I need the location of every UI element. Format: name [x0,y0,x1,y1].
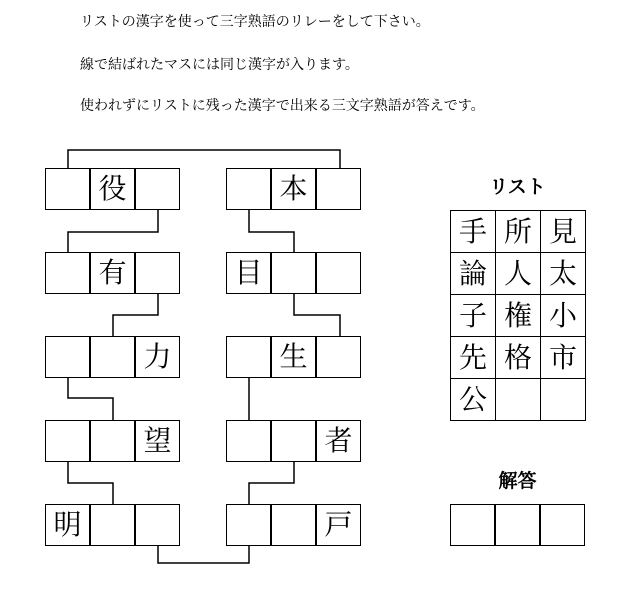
puzzle-cell[interactable] [226,420,271,462]
puzzle-cell[interactable] [135,504,180,546]
instruction-line-1: リストの漢字を使って三字熟語のリレーをして下さい。 [80,14,430,30]
kanji-list-grid [450,210,586,421]
connector-line [113,294,158,336]
puzzle-cell[interactable] [316,168,361,210]
left-word-row-1 [45,168,180,210]
puzzle-cell[interactable] [316,336,361,378]
answer-title: 解答 [498,470,537,492]
left-word-row-4 [45,420,180,462]
connector-line [68,150,340,168]
puzzle-cell[interactable]: 明 [45,504,90,546]
connector-line [68,378,113,420]
puzzle-cell[interactable] [45,336,90,378]
puzzle-cell[interactable]: 戸 [316,504,361,546]
list-cell[interactable]: 子 [451,295,496,337]
puzzle-cell[interactable] [90,336,135,378]
puzzle-cell[interactable] [45,252,90,294]
answer-cell[interactable] [495,504,540,546]
puzzle-cell[interactable]: 望 [135,420,180,462]
list-cell[interactable]: 手 [451,211,496,253]
instruction-line-2: 線で結ばれたマスには同じ漢字が入ります。 [80,57,359,73]
puzzle-cell[interactable]: 者 [316,420,361,462]
puzzle-cell[interactable] [135,252,180,294]
connector-line [68,462,113,504]
left-word-row-2 [45,252,180,294]
list-cell[interactable]: 市 [541,337,586,379]
puzzle-cell[interactable] [45,168,90,210]
left-word-row-3 [45,336,180,378]
puzzle-cell[interactable] [271,252,316,294]
connector-line [249,210,294,252]
puzzle-cell[interactable] [45,420,90,462]
list-cell[interactable]: 論 [451,253,496,295]
puzzle-cell[interactable]: 本 [271,168,316,210]
puzzle-cell[interactable] [226,336,271,378]
right-word-row-4 [226,420,361,462]
answer-row [450,504,585,546]
puzzle-cell[interactable] [226,504,271,546]
list-cell[interactable] [541,379,586,421]
list-cell[interactable]: 権 [496,295,541,337]
puzzle-cell[interactable]: 役 [90,168,135,210]
list-cell[interactable]: 人 [496,253,541,295]
puzzle-cell[interactable] [90,420,135,462]
list-cell[interactable] [496,379,541,421]
right-word-row-2 [226,252,361,294]
puzzle-cell[interactable]: 生 [271,336,316,378]
right-word-row-1 [226,168,361,210]
puzzle-cell[interactable]: 目 [226,252,271,294]
right-word-row-5 [226,504,361,546]
list-cell[interactable]: 格 [496,337,541,379]
instruction-line-3: 使われずにリストに残った漢字で出来る三文字熟語が答えです。 [80,98,485,114]
connector-line [249,462,294,504]
puzzle-cell[interactable] [271,504,316,546]
list-cell[interactable]: 太 [541,253,586,295]
list-cell[interactable]: 見 [541,211,586,253]
puzzle-cell[interactable] [316,252,361,294]
list-cell[interactable]: 所 [496,211,541,253]
list-cell[interactable]: 小 [541,295,586,337]
answer-cell[interactable] [540,504,585,546]
puzzle-cell[interactable] [226,168,271,210]
list-cell[interactable]: 先 [451,337,496,379]
connector-line [68,210,158,252]
right-word-row-3 [226,336,361,378]
puzzle-cell[interactable] [271,420,316,462]
connector-line [294,294,340,336]
list-title: リスト [489,176,546,198]
puzzle-cell[interactable]: 有 [90,252,135,294]
list-cell[interactable]: 公 [451,379,496,421]
answer-cell[interactable] [450,504,495,546]
puzzle-cell[interactable] [135,168,180,210]
left-word-row-5 [45,504,180,546]
connector-line [158,546,249,563]
puzzle-cell[interactable] [90,504,135,546]
puzzle-cell[interactable]: 力 [135,336,180,378]
